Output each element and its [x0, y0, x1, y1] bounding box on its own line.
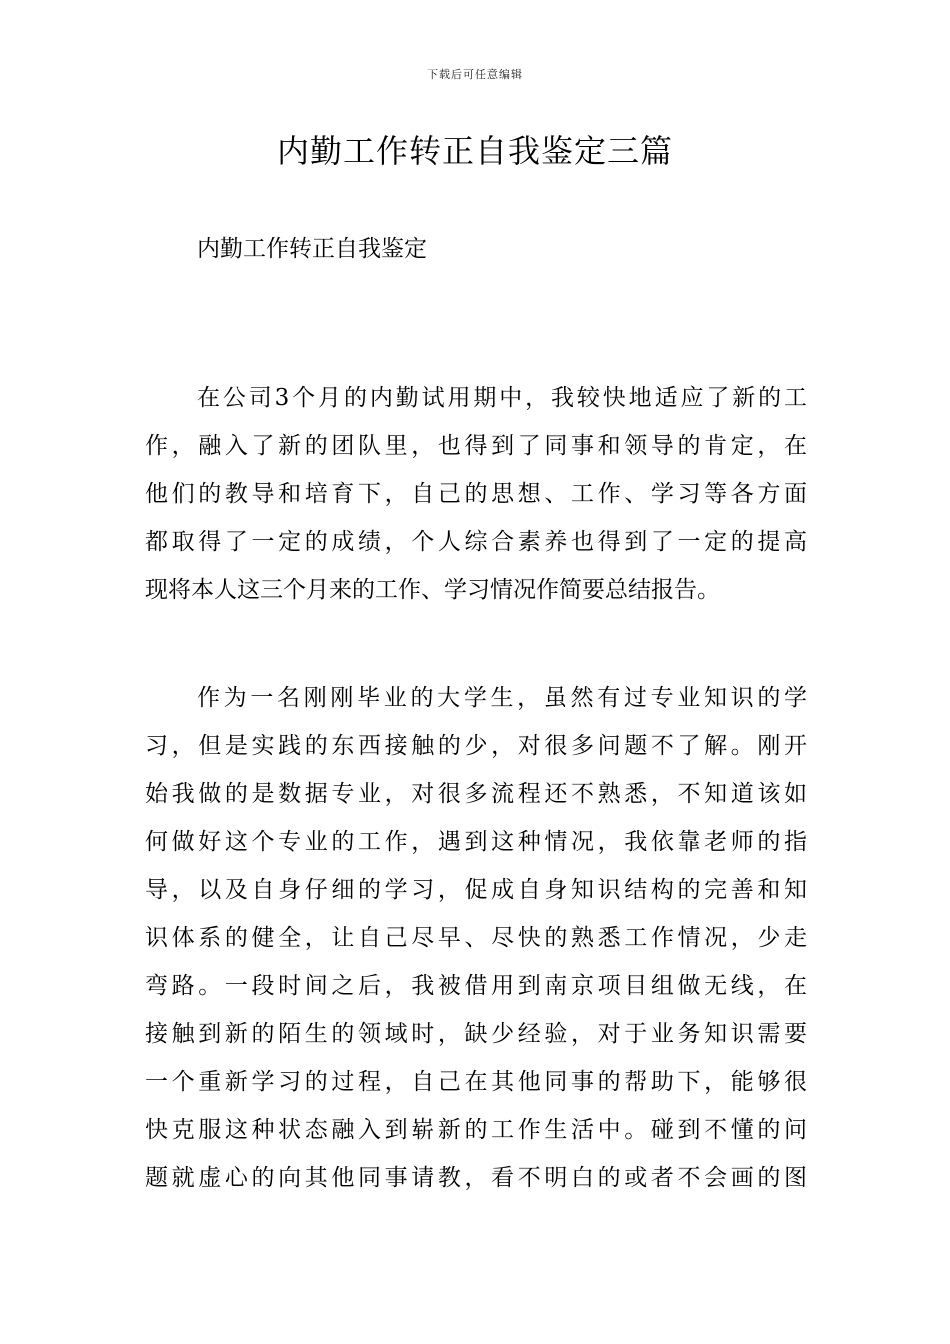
paragraph-line: 识体系的健全，让自己尽早、尽快的熟悉工作情况，少走: [145, 925, 807, 951]
paragraph-2: [145, 674, 807, 1202]
paragraph-line: 作，融入了新的团队里，也得到了同事和领导的肯定，在: [145, 433, 807, 459]
document-title: 内勤工作转正自我鉴定三篇: [276, 132, 673, 170]
paragraph-line: 接触到新的陌生的领域时，缺少经验，对于业务知识需要: [145, 1021, 807, 1047]
paragraph-line: 始我做的是数据专业，对很多流程还不熟悉，不知道该如: [145, 781, 807, 807]
paragraph-line: 一个重新学习的过程，自己在其他同事的帮助下，能够很: [145, 1069, 807, 1095]
paragraph-line: 快克服这种状态融入到崭新的工作生活中。碰到不懂的问: [145, 1117, 807, 1143]
section-subtitle: 内勤工作转正自我鉴定: [197, 236, 427, 262]
paragraph-line: 在公司3个月的内勤试用期中，我较快地适应了新的工: [197, 385, 807, 411]
paragraph-line: 现将本人这三个月来的工作、学习情况作简要总结报告。: [145, 577, 720, 603]
paragraph-line: 都取得了一定的成绩，个人综合素养也得到了一定的提高: [145, 529, 807, 555]
paragraph-1: [145, 374, 807, 614]
paragraph-line: 题就虚心的向其他同事请教，看不明白的或者不会画的图: [145, 1165, 807, 1191]
header-note: 下载后可任意编辑: [427, 68, 523, 81]
paragraph-line: 导，以及自身仔细的学习，促成自身知识结构的完善和知: [145, 877, 807, 903]
paragraph-line: 弯路。一段时间之后，我被借用到南京项目组做无线，在: [145, 973, 807, 999]
paragraph-line: 作为一名刚刚毕业的大学生，虽然有过专业知识的学: [197, 685, 807, 711]
paragraph-line: 他们的教导和培育下，自己的思想、工作、学习等各方面: [145, 481, 807, 507]
paragraph-line: 何做好这个专业的工作，遇到这种情况，我依靠老师的指: [145, 829, 807, 855]
paragraph-line: 习，但是实践的东西接触的少，对很多问题不了解。刚开: [145, 733, 807, 759]
